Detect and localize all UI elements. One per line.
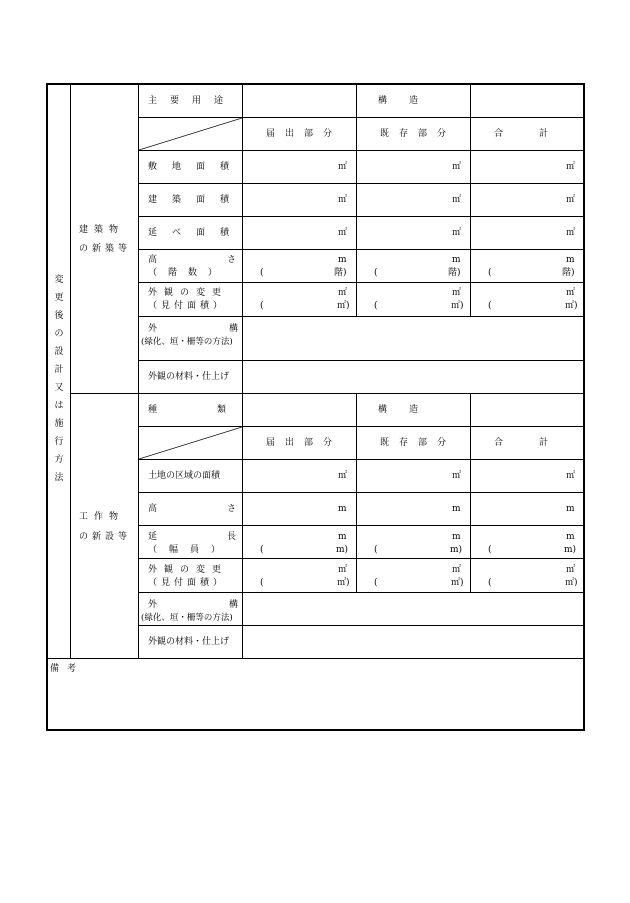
col-notified: 届出部分: [266, 438, 343, 448]
unit: m: [338, 532, 347, 542]
unit: ㎡: [452, 288, 462, 298]
rule: [138, 183, 585, 184]
unit: m: [566, 504, 575, 514]
structure-label: 構造: [378, 405, 441, 415]
section-divider: [70, 393, 585, 394]
unit: ㎡: [338, 162, 348, 172]
rule: [138, 85, 139, 658]
unit: ㎡: [566, 471, 576, 481]
exterior-method-label: (緑化、垣・柵等の方法): [141, 337, 233, 347]
rule: [356, 85, 357, 316]
rule: [138, 592, 585, 593]
exterior-label: 外構: [148, 324, 311, 334]
side-label-char: 又: [54, 383, 64, 393]
structure-group-label: 工作物: [79, 512, 125, 522]
rule: [470, 85, 471, 316]
col-existing: 既存部分: [380, 438, 457, 448]
unit: ㎡): [565, 301, 578, 311]
col-notified: 届出部分: [266, 129, 343, 139]
rule: [138, 459, 585, 460]
unit: m: [452, 532, 461, 542]
structure-label: 構造: [378, 96, 441, 106]
unit: m): [450, 545, 463, 555]
unit: m: [338, 504, 347, 514]
paren: (: [488, 578, 492, 588]
rule: [356, 393, 357, 592]
length-label: 延長: [148, 532, 307, 542]
unit: ㎡: [338, 228, 348, 238]
visible-area-label: （見付面積）: [148, 578, 227, 588]
remarks-divider: [48, 658, 585, 659]
paren: (: [260, 578, 264, 588]
unit: ㎡: [452, 195, 462, 205]
paren: (: [374, 268, 378, 278]
unit: ㎡): [451, 301, 464, 311]
main-use-label: 主要用途: [148, 96, 237, 106]
diagonal-cell: [139, 118, 242, 150]
unit: ㎡: [452, 228, 462, 238]
side-label: [52, 271, 66, 487]
unit: ㎡: [566, 228, 576, 238]
building-group-label: 建築物: [79, 225, 125, 235]
total-floor-area-label: 延べ面積: [148, 228, 245, 238]
unit: m: [566, 255, 575, 265]
paren: (: [374, 578, 378, 588]
facade-change-label: 外観の変更: [148, 565, 229, 575]
rule: [138, 525, 585, 526]
exterior-label: 外構: [148, 600, 311, 610]
rule: [138, 150, 585, 151]
materials-label: 外観の材料・仕上げ: [148, 372, 230, 382]
col-existing: 既存部分: [380, 129, 457, 139]
side-label-char: 変: [54, 275, 64, 285]
unit: ㎡: [566, 288, 576, 298]
unit: ㎡: [452, 565, 462, 575]
unit: ㎡): [337, 578, 350, 588]
col-total: 合計: [494, 438, 585, 448]
unit: ㎡: [452, 471, 462, 481]
unit: ㎡: [338, 565, 348, 575]
side-label-char: 設: [54, 347, 64, 357]
col-total: 合計: [494, 129, 585, 139]
unit: m): [564, 545, 577, 555]
building-group-label-2: の新築等: [79, 244, 132, 254]
side-label-char: 後: [54, 311, 64, 321]
diagonal-cell: [139, 427, 242, 459]
paren: (: [488, 268, 492, 278]
unit: ㎡: [338, 195, 348, 205]
design-change-form: [46, 83, 585, 731]
height-label: 高さ: [148, 504, 307, 514]
unit: ㎡: [338, 471, 348, 481]
rule: [138, 249, 585, 250]
site-area-label: 敷地面積: [148, 162, 245, 172]
building-area-label: 建築面積: [148, 195, 245, 205]
paren: (: [374, 545, 378, 555]
unit: ㎡: [338, 288, 348, 298]
rule: [138, 282, 585, 283]
materials-label: 外観の材料・仕上げ: [148, 637, 230, 647]
side-label-char: は: [54, 401, 64, 411]
unit: ㎡): [337, 301, 350, 311]
unit: 階): [448, 268, 461, 278]
unit: ㎡: [566, 162, 576, 172]
paren: (: [260, 268, 264, 278]
unit: m: [452, 504, 461, 514]
side-label-char: 行: [54, 437, 64, 447]
rule: [138, 558, 585, 559]
paren: (: [374, 301, 378, 311]
paren: (: [260, 545, 264, 555]
rule: [470, 393, 471, 592]
paren: (: [488, 301, 492, 311]
exterior-method-label: (緑化、垣・柵等の方法): [141, 613, 233, 623]
rule: [138, 216, 585, 217]
unit: 階): [562, 268, 575, 278]
side-label-char: 施: [54, 419, 64, 429]
height-label: 高さ: [148, 255, 307, 265]
paren: (: [260, 301, 264, 311]
paren: (: [488, 545, 492, 555]
structure-group-label-2: の新設等: [79, 532, 132, 542]
visible-area-label: （見付面積）: [148, 301, 227, 311]
unit: m: [566, 532, 575, 542]
side-label-char: 法: [54, 473, 64, 483]
rule: [138, 316, 585, 317]
rule: [138, 360, 585, 361]
unit: ㎡: [566, 195, 576, 205]
unit: ㎡): [451, 578, 464, 588]
side-label-char: の: [54, 329, 64, 339]
remarks-label: 備考: [50, 664, 85, 674]
unit: 階): [334, 268, 347, 278]
width-label: （幅員）: [148, 545, 233, 555]
side-label-char: 方: [54, 455, 64, 465]
type-label: 種類: [148, 405, 287, 415]
rule: [138, 492, 585, 493]
facade-change-label: 外観の変更: [148, 288, 229, 298]
unit: ㎡: [566, 565, 576, 575]
land-area-label: 土地の区域の面積: [148, 471, 221, 481]
unit: m): [336, 545, 349, 555]
unit: ㎡: [452, 162, 462, 172]
unit: ㎡): [565, 578, 578, 588]
rule: [70, 85, 71, 658]
side-label-char: 計: [54, 365, 64, 375]
unit: m: [338, 255, 347, 265]
side-label-char: 更: [54, 293, 64, 303]
rule: [138, 625, 585, 626]
unit: m: [452, 255, 461, 265]
floors-label: （階数）: [148, 268, 229, 278]
